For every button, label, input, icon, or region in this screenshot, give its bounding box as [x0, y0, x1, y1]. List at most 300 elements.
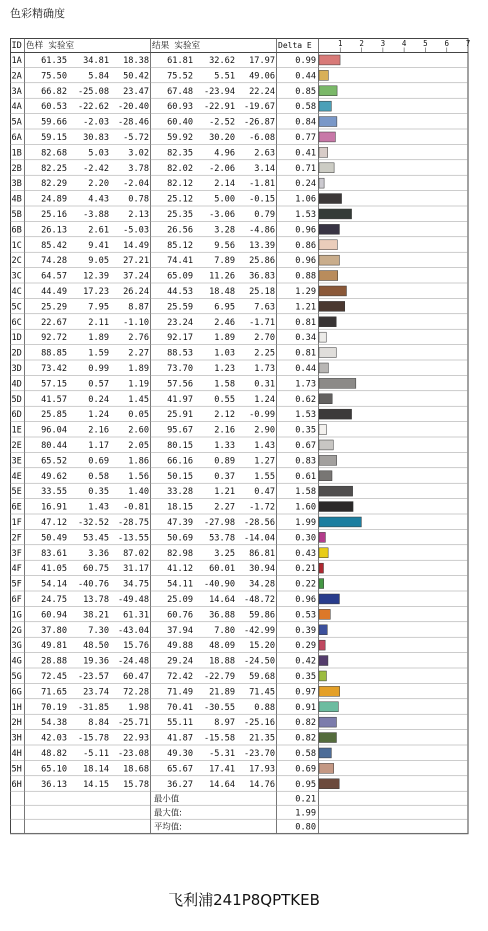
- row-id: 5C: [11, 302, 22, 313]
- delta-e-value: 1.99: [295, 518, 316, 528]
- result-value: 0.47: [254, 487, 275, 498]
- delta-e-value: 1.06: [295, 194, 316, 205]
- table-row: [10, 132, 468, 144]
- row-id: 2C: [11, 256, 22, 267]
- result-value: 36.88: [209, 610, 235, 621]
- result-value: 21.35: [249, 733, 275, 744]
- table-row: [10, 70, 468, 82]
- result-value: 80.15: [167, 441, 193, 451]
- sample-value: 24.75: [41, 595, 67, 605]
- row-id: 6C: [11, 317, 22, 328]
- result-value: 32.62: [209, 56, 235, 66]
- sample-value: 1.19: [128, 379, 149, 390]
- table-row: [10, 224, 468, 236]
- axis-tick-label: 4: [401, 39, 407, 48]
- result-value: 85.12: [167, 240, 193, 251]
- sample-value: 42.03: [41, 733, 67, 744]
- result-value: 92.17: [167, 333, 193, 344]
- result-value: 49.88: [167, 641, 193, 652]
- sample-value: -24.48: [117, 656, 149, 667]
- sample-value: 0.05: [128, 410, 149, 421]
- sample-value: 48.50: [83, 641, 109, 652]
- delta-e-bar: [319, 271, 338, 281]
- axis-tick-label: 5: [423, 39, 428, 48]
- result-value: 23.24: [167, 317, 193, 328]
- sample-value: 74.28: [41, 256, 67, 267]
- footer-caption: 飞利浦241P8QPTKEB: [168, 891, 320, 909]
- delta-e-bar: [319, 455, 337, 465]
- sample-value: 15.78: [123, 779, 149, 790]
- result-value: 2.12: [214, 410, 235, 421]
- sample-value: 14.15: [83, 779, 109, 790]
- delta-e-bar: [319, 332, 326, 342]
- sample-value: 1.43: [88, 502, 109, 513]
- sample-value: 59.66: [41, 117, 67, 128]
- table-row: [10, 455, 468, 467]
- delta-e-value: 0.58: [295, 749, 316, 759]
- delta-e-bar: [319, 502, 353, 512]
- summary-label: 最小值: [154, 793, 180, 804]
- page-title: 色彩精确度: [10, 7, 65, 20]
- delta-e-bar: [319, 779, 339, 789]
- sample-value: 92.72: [41, 333, 67, 344]
- result-value: 1.21: [214, 487, 235, 498]
- row-id: 1G: [11, 610, 22, 621]
- sample-value: 7.95: [88, 302, 109, 313]
- result-value: 0.55: [214, 394, 235, 405]
- delta-e-bar: [319, 717, 336, 727]
- result-value: 71.49: [167, 687, 193, 698]
- delta-e-value: 0.96: [295, 225, 316, 236]
- sample-value: 47.12: [41, 518, 67, 528]
- delta-e-bar: [319, 363, 328, 373]
- result-value: 14.64: [209, 779, 235, 790]
- sample-value: 50.49: [41, 533, 67, 544]
- result-value: 34.28: [249, 579, 275, 590]
- table-row: [10, 779, 468, 791]
- sample-value: 26.13: [41, 225, 67, 236]
- table-row: [10, 301, 468, 313]
- axis-tick-label: 3: [380, 39, 386, 48]
- delta-e-value: 0.85: [295, 86, 316, 97]
- table-row: [10, 594, 468, 606]
- sample-value: 44.49: [41, 287, 67, 297]
- delta-e-value: 0.67: [295, 441, 316, 451]
- delta-e-bar: [319, 548, 328, 558]
- sample-value: 34.81: [83, 56, 109, 66]
- sample-value: 88.85: [41, 348, 67, 359]
- sample-value: -3.88: [83, 210, 109, 220]
- result-value: 17.41: [209, 764, 235, 775]
- delta-e-value: 0.99: [295, 56, 316, 66]
- sample-value: 25.29: [41, 302, 67, 313]
- result-value: 71.45: [249, 687, 275, 698]
- result-value: 1.23: [214, 364, 235, 374]
- delta-e-bar: [319, 671, 326, 681]
- result-value: -14.04: [243, 533, 275, 544]
- result-value: -22.79: [203, 672, 235, 682]
- sample-value: 37.24: [123, 271, 149, 282]
- result-value: 4.96: [214, 148, 235, 159]
- sample-value: 38.21: [83, 610, 109, 621]
- delta-e-bar: [319, 348, 336, 358]
- result-value: 14.64: [209, 595, 235, 605]
- result-value: 25.12: [167, 194, 193, 205]
- delta-e-bar: [319, 224, 339, 234]
- row-id: 6H: [11, 779, 22, 790]
- result-value: 0.88: [254, 702, 275, 713]
- delta-e-value: 0.69: [295, 764, 316, 775]
- row-id: 5B: [11, 210, 22, 220]
- table-row: [10, 117, 468, 129]
- sample-value: 49.81: [41, 641, 67, 652]
- delta-e-bar: [319, 163, 334, 173]
- sample-value: 71.65: [41, 687, 67, 698]
- result-value: 18.15: [167, 502, 193, 513]
- sample-value: 3.36: [88, 548, 109, 559]
- sample-value: 34.75: [123, 579, 149, 590]
- sample-value: 1.40: [128, 487, 149, 498]
- delta-e-bar: [319, 240, 337, 250]
- result-value: 7.63: [254, 302, 275, 313]
- result-value: 60.40: [167, 117, 193, 128]
- sample-value: 23.74: [83, 687, 109, 698]
- result-value: 17.93: [249, 764, 275, 775]
- delta-e-bar: [319, 625, 327, 635]
- result-value: 1.27: [254, 456, 275, 467]
- result-value: -23.94: [203, 86, 235, 97]
- delta-e-value: 0.82: [295, 718, 316, 729]
- sample-value: 87.02: [123, 548, 149, 559]
- delta-e-value: 0.82: [295, 733, 316, 744]
- row-id: 6E: [11, 502, 22, 513]
- result-value: 47.39: [167, 518, 193, 528]
- row-id: 6G: [11, 687, 22, 698]
- sample-value: 72.45: [41, 672, 67, 682]
- result-value: 36.83: [249, 271, 275, 282]
- sample-value: 1.56: [128, 471, 149, 482]
- result-value: 30.20: [209, 133, 235, 143]
- result-value: 21.89: [209, 687, 235, 698]
- delta-e-value: 0.61: [295, 471, 316, 482]
- delta-e-value: 1.29: [295, 287, 316, 297]
- delta-e-value: 0.35: [295, 425, 316, 436]
- table-row: [10, 517, 468, 529]
- sample-value: 59.15: [41, 133, 67, 143]
- sample-value: 82.68: [41, 148, 67, 159]
- header-id: ID: [11, 41, 22, 51]
- sample-value: 1.17: [88, 441, 109, 451]
- result-value: 30.94: [249, 564, 275, 575]
- table-row: [10, 640, 468, 652]
- delta-e-bar: [319, 301, 345, 311]
- row-id: 1E: [11, 425, 22, 436]
- delta-e-value: 0.88: [295, 271, 316, 282]
- summary-value: 0.80: [295, 822, 316, 833]
- table-row: [10, 471, 468, 483]
- result-value: -40.90: [203, 579, 235, 590]
- sample-value: 83.61: [41, 548, 67, 559]
- sample-value: -5.03: [123, 225, 149, 236]
- delta-e-value: 0.41: [295, 148, 316, 159]
- result-value: 33.28: [167, 487, 193, 498]
- table-row: [10, 579, 468, 591]
- result-value: 41.97: [167, 394, 193, 405]
- result-value: 0.37: [214, 471, 235, 482]
- sample-value: -40.76: [77, 579, 109, 590]
- sample-value: 57.15: [41, 379, 67, 390]
- delta-e-value: 1.53: [295, 210, 316, 220]
- delta-e-value: 0.24: [295, 179, 316, 190]
- sample-value: 36.13: [41, 779, 67, 790]
- sample-value: 8.87: [128, 302, 149, 313]
- result-value: 53.78: [209, 533, 235, 544]
- sample-value: 15.76: [123, 641, 149, 652]
- result-value: -2.52: [209, 117, 235, 128]
- sample-value: 0.24: [88, 394, 109, 405]
- result-value: 25.59: [167, 302, 193, 313]
- delta-e-bar: [319, 686, 340, 696]
- delta-e-bar: [319, 486, 353, 496]
- delta-e-value: 0.22: [295, 579, 316, 590]
- result-value: 82.35: [167, 148, 193, 159]
- delta-e-value: 0.86: [295, 240, 316, 251]
- delta-e-value: 0.39: [295, 625, 316, 636]
- result-value: 2.46: [214, 317, 235, 328]
- sample-value: -0.81: [123, 502, 149, 513]
- result-value: 88.53: [167, 348, 193, 359]
- row-id: 1F: [11, 518, 22, 528]
- table-row: [10, 394, 468, 406]
- row-id: 2G: [11, 625, 22, 636]
- sample-value: 16.91: [41, 502, 67, 513]
- row-id: 5H: [11, 764, 22, 775]
- table-row: [10, 733, 468, 745]
- sample-value: 3.02: [128, 148, 149, 159]
- delta-e-value: 0.30: [295, 533, 316, 544]
- sample-value: 1.89: [128, 364, 149, 374]
- result-value: -3.06: [209, 210, 235, 220]
- sample-value: 2.61: [88, 225, 109, 236]
- delta-e-bar: [319, 70, 328, 80]
- sample-value: 8.84: [88, 718, 109, 729]
- result-value: 15.20: [249, 641, 275, 652]
- delta-e-bar: [319, 409, 352, 419]
- sample-value: 1.89: [88, 333, 109, 344]
- sample-value: 28.88: [41, 656, 67, 667]
- sample-value: 37.80: [41, 625, 67, 636]
- sample-value: -2.04: [123, 179, 149, 190]
- table-row: [10, 332, 468, 344]
- result-value: 2.14: [214, 179, 235, 190]
- row-id: 5A: [11, 117, 22, 128]
- result-value: 9.56: [214, 240, 235, 251]
- sample-value: -1.10: [123, 317, 149, 328]
- sample-value: 3.78: [128, 163, 149, 174]
- row-id: 4F: [11, 564, 22, 575]
- result-value: -27.98: [203, 518, 235, 528]
- table-row: [10, 502, 468, 514]
- sample-value: 60.53: [41, 102, 67, 113]
- sample-value: 0.58: [88, 471, 109, 482]
- axis-tick-label: 6: [444, 39, 449, 48]
- result-value: 2.63: [254, 148, 275, 159]
- result-value: -6.08: [249, 133, 275, 143]
- sample-value: 1.59: [88, 348, 109, 359]
- delta-e-value: 0.96: [295, 256, 316, 267]
- delta-e-value: 0.29: [295, 641, 316, 652]
- result-value: 2.16: [214, 425, 235, 436]
- sample-value: 9.05: [88, 256, 109, 267]
- sample-value: 0.69: [88, 456, 109, 467]
- table-row: [10, 609, 468, 621]
- result-value: 3.14: [254, 163, 275, 174]
- delta-e-bar: [319, 394, 332, 404]
- result-value: 72.42: [167, 672, 193, 682]
- sample-value: 26.24: [123, 287, 149, 297]
- sample-value: 41.57: [41, 394, 67, 405]
- sample-value: 5.03: [88, 148, 109, 159]
- sample-value: 61.35: [41, 56, 67, 66]
- delta-e-bar: [319, 594, 339, 604]
- sample-value: 41.05: [41, 564, 67, 575]
- summary-label: 最大值:: [154, 807, 182, 818]
- result-value: 17.97: [249, 56, 275, 66]
- result-value: 5.00: [214, 194, 235, 205]
- result-value: 54.11: [167, 579, 193, 590]
- result-value: 1.89: [214, 333, 235, 344]
- sample-value: -43.04: [117, 625, 149, 636]
- sample-value: 27.21: [123, 256, 149, 267]
- sample-value: -23.57: [77, 672, 109, 682]
- sample-value: 96.04: [41, 425, 67, 436]
- delta-e-bar: [319, 117, 337, 127]
- delta-e-bar: [319, 55, 340, 65]
- row-id: 4C: [11, 287, 22, 297]
- result-value: -30.55: [203, 702, 235, 713]
- delta-e-value: 0.91: [295, 702, 316, 713]
- result-value: 14.76: [249, 779, 275, 790]
- table-row: [10, 532, 468, 544]
- sample-value: -23.08: [117, 749, 149, 759]
- result-value: 0.31: [254, 379, 275, 390]
- delta-e-bar: [319, 440, 333, 450]
- delta-e-bar: [319, 532, 325, 542]
- table-row: [10, 271, 468, 283]
- delta-e-value: 1.58: [295, 487, 316, 498]
- sample-value: 12.39: [83, 271, 109, 282]
- row-id: 1A: [11, 56, 22, 66]
- table-row: [10, 717, 468, 729]
- row-id: 2B: [11, 163, 22, 174]
- row-id: 2H: [11, 718, 22, 729]
- delta-e-bar: [319, 609, 330, 619]
- row-id: 3C: [11, 271, 22, 282]
- sample-value: 25.85: [41, 410, 67, 421]
- sample-value: -25.71: [117, 718, 149, 729]
- table-row: [10, 686, 468, 698]
- delta-e-value: 0.43: [295, 548, 316, 559]
- table-row: [10, 209, 468, 221]
- result-value: 1.43: [254, 441, 275, 451]
- header-sample: 色样 实验室: [26, 41, 75, 51]
- result-value: -2.06: [209, 163, 235, 174]
- sample-value: 73.42: [41, 364, 67, 374]
- row-id: 4H: [11, 749, 22, 759]
- sample-value: 31.17: [123, 564, 149, 575]
- sample-value: 18.14: [83, 764, 109, 775]
- delta-e-value: 0.81: [295, 317, 316, 328]
- sample-value: 18.68: [123, 764, 149, 775]
- row-id: 6F: [11, 595, 22, 605]
- delta-e-bar: [319, 317, 336, 327]
- sample-value: 66.82: [41, 86, 67, 97]
- table-row: [10, 55, 468, 67]
- table-row: [10, 240, 468, 252]
- table-row: [10, 147, 468, 159]
- row-id: 1B: [11, 148, 22, 159]
- sample-value: 1.98: [128, 702, 149, 713]
- delta-e-bar: [319, 194, 342, 204]
- result-value: 37.94: [167, 625, 193, 636]
- delta-e-value: 0.71: [295, 163, 316, 174]
- sample-value: -31.85: [77, 702, 109, 713]
- sample-value: 7.30: [88, 625, 109, 636]
- result-value: 82.12: [167, 179, 193, 190]
- sample-value: 1.45: [128, 394, 149, 405]
- sample-value: -22.62: [77, 102, 109, 113]
- sample-value: 82.25: [41, 163, 67, 174]
- delta-e-bar: [319, 579, 324, 589]
- delta-e-value: 0.95: [295, 779, 316, 790]
- sample-value: 60.75: [83, 564, 109, 575]
- row-id: 2A: [11, 71, 22, 82]
- sample-value: 85.42: [41, 240, 67, 251]
- result-value: 5.51: [214, 71, 235, 82]
- row-id: 5D: [11, 394, 22, 405]
- sample-value: -25.08: [77, 86, 109, 97]
- result-value: 57.56: [167, 379, 193, 390]
- row-id: 3D: [11, 364, 22, 374]
- result-value: 95.67: [167, 425, 193, 436]
- table-row: [10, 625, 468, 637]
- result-value: -15.58: [203, 733, 235, 744]
- result-value: 29.24: [167, 656, 193, 667]
- table-row: [10, 409, 468, 421]
- delta-e-value: 0.35: [295, 672, 316, 682]
- sample-value: 64.57: [41, 271, 67, 282]
- sample-value: 61.31: [123, 610, 149, 621]
- delta-e-bar: [319, 702, 338, 712]
- sample-value: -5.72: [123, 133, 149, 143]
- result-value: 49.30: [167, 749, 193, 759]
- sample-value: -28.46: [117, 117, 149, 128]
- sample-value: 53.45: [83, 533, 109, 544]
- row-id: 6A: [11, 133, 22, 143]
- result-value: 59.92: [167, 133, 193, 143]
- result-value: 22.24: [249, 86, 275, 97]
- summary-row: [10, 794, 468, 806]
- result-value: 41.87: [167, 733, 193, 744]
- sample-value: 30.83: [83, 133, 109, 143]
- delta-e-bar: [319, 733, 336, 743]
- delta-e-value: 0.62: [295, 394, 316, 405]
- result-value: 2.27: [214, 502, 235, 513]
- sample-value: 24.89: [41, 194, 67, 205]
- summary-label: 平均值:: [154, 821, 182, 832]
- table-row: [10, 748, 468, 760]
- result-value: 7.80: [214, 625, 235, 636]
